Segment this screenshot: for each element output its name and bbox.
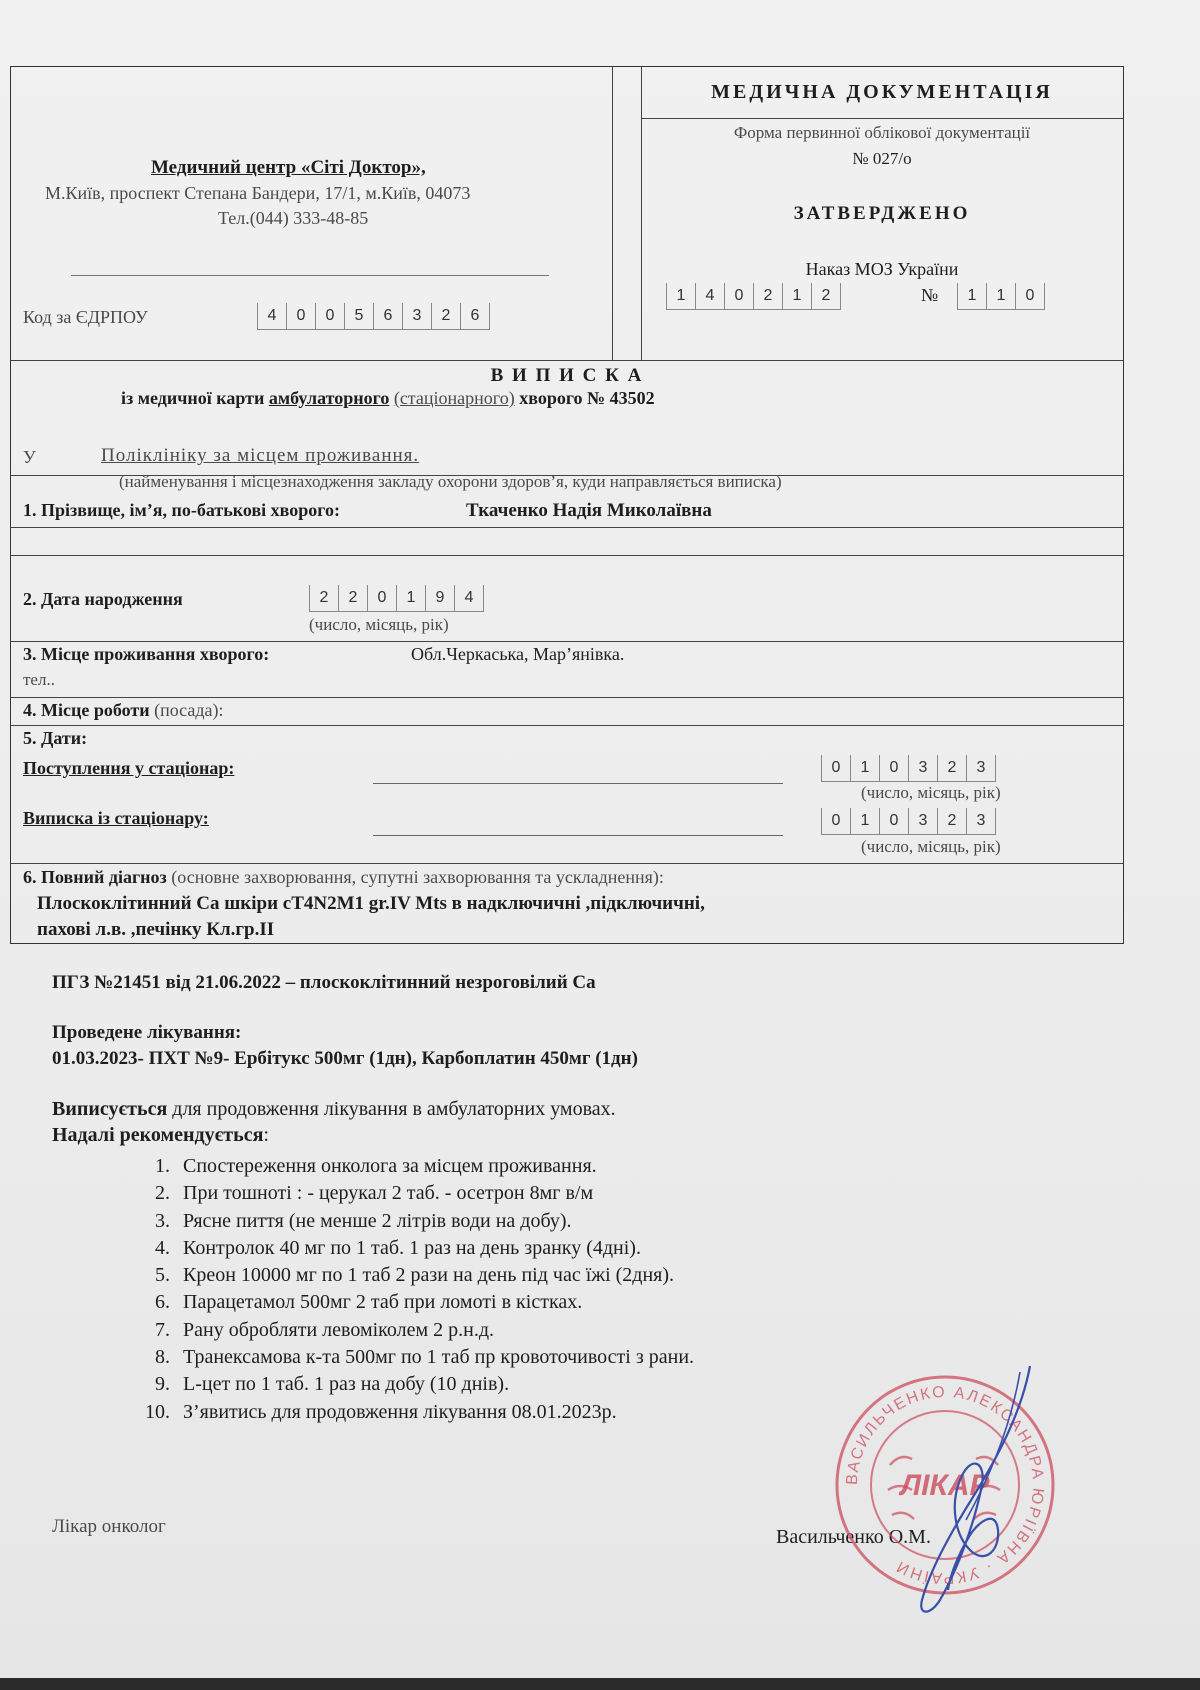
treatment-value: 01.03.2023- ПХТ №9- Ербітукс 500мг (1дн), Карбоплатин 450мг (1дн) [52, 1048, 638, 1069]
digit-cell: 6 [460, 303, 489, 329]
approved-label: ЗАТВЕРДЖЕНО [793, 203, 971, 224]
histology-line: ПГЗ №21451 від 21.06.2022 – плоскоклітинний незроговілий Са [52, 972, 596, 993]
recommendation-item [125, 1262, 694, 1289]
recommendation-number: 4. [155, 1236, 170, 1259]
recommendations-heading [52, 1124, 269, 1147]
digit-cell: 3 [908, 755, 937, 781]
digit-cell: 2 [811, 283, 840, 309]
admission-line [373, 783, 783, 784]
recommendations-list [125, 1153, 694, 1426]
med-doc-title: МЕДИЧНА ДОКУМЕНТАЦІЯ [711, 81, 1053, 103]
order-number [957, 283, 1045, 310]
recommendation-text: L-цет по 1 таб. 1 раз на добу (10 днів). [183, 1373, 510, 1396]
form-line: Форма первинної облікової документації [733, 123, 1031, 142]
phone-label: тел.. [23, 670, 55, 689]
recommendations-heading-colon: : [263, 1124, 269, 1146]
digit-cell: 0 [315, 303, 344, 329]
recommendation-text: Креон 10000 мг по 1 таб 2 рази на день під час їжі (2дня). [183, 1264, 675, 1287]
subtitle-ambulatory: амбулаторного [268, 388, 390, 408]
recommendation-number: 9. [155, 1373, 170, 1396]
svg-text:ВАСИЛЬЧЕНКО АЛЕКСАНДРА ЮРІЇВНА: ВАСИЛЬЧЕНКО АЛЕКСАНДРА ЮРІЇВНА · УКРАЇНИ [843, 1383, 1047, 1587]
digit-cell: 2 [431, 303, 460, 329]
digit-cell: 1 [967, 287, 977, 304]
recommendation-text: Транексамова к-та 500мг по 1 таб пр кровоточивості з рани. [183, 1346, 695, 1369]
recommendations-heading-bold: Надалі рекомендується [52, 1124, 264, 1146]
treatment-label: Проведене лікування: [52, 1022, 242, 1043]
row-line [11, 697, 1123, 698]
dob-hint: (число, місяць, рік) [309, 615, 449, 634]
digit-cell: 0 [879, 755, 908, 781]
subtitle-stationary: (стаціонарного) [393, 388, 515, 408]
dob-label: 2. Дата народження [23, 589, 183, 609]
row-line [11, 360, 1123, 361]
form-number: № 027/о [852, 149, 912, 168]
org-address: М.Київ, проспект Степана Бандери, 17/1, м.Київ, 04073 [45, 183, 471, 203]
digit-cell: 5 [344, 303, 373, 329]
diagnosis-label [23, 867, 664, 888]
recommendation-item [125, 1399, 694, 1426]
digit-cell: 4 [695, 283, 724, 309]
recommendation-number: 1. [155, 1155, 170, 1177]
bottom-shadow [0, 1678, 1200, 1690]
header-right-rule [641, 118, 1123, 119]
work-label [23, 700, 224, 721]
order-label: Наказ МОЗ України [805, 259, 959, 279]
digit-cell: 2 [338, 585, 367, 611]
recommendation-text: При тошноті : - церукал 2 таб. - осетрон 8мг в/м [183, 1182, 594, 1205]
digit-cell: 0 [879, 808, 908, 834]
digit-cell: 4 [454, 585, 483, 611]
recipient-value: Поліклініку за місцем проживання. [101, 445, 420, 466]
admission-hint: (число, місяць, рік) [861, 783, 1001, 802]
recommendation-text: Контролок 40 мг по 1 таб. 1 раз на день зранку (4дні). [183, 1236, 641, 1259]
digit-cell: 3 [966, 808, 995, 834]
document-title: В И П И С К А [490, 365, 644, 386]
admission-label: Поступлення у стаціонар: [23, 758, 235, 778]
header-left-underline [71, 275, 549, 276]
discharge-statement-bold: Виписується [52, 1098, 168, 1120]
row-line [11, 725, 1123, 726]
order-date [666, 283, 841, 310]
discharge-statement-rest: для продовження лікування в амбулаторних умовах. [172, 1098, 616, 1120]
recommendation-text: З’явитись для продовження лікування 08.01.2023р. [183, 1400, 617, 1423]
digit-cell: 0 [1015, 283, 1044, 309]
digit-cell: 0 [286, 303, 315, 329]
recommendation-text: Рясне пиття (не менше 2 літрів води на добу). [183, 1209, 572, 1232]
discharge-line [373, 835, 783, 836]
recommendation-item [125, 1153, 694, 1180]
row-line [11, 555, 1123, 556]
row-line [11, 641, 1123, 642]
recommendation-item [125, 1317, 694, 1344]
digit-cell: 2 [753, 283, 782, 309]
address-value: Обл.Черкаська, Мар’янівка. [411, 644, 625, 664]
form-frame [10, 66, 1124, 944]
order-no-sign: № [921, 285, 939, 305]
header-divider-1 [612, 67, 613, 360]
doctor-name: Васильченко О.М. [776, 1526, 931, 1548]
recommendation-text: Парацетамол 500мг 2 таб при ломоті в кістках. [183, 1291, 583, 1314]
diagnosis-label-rest: (основне захворювання, супутні захворювання та ускладнення): [171, 867, 664, 887]
digit-cell: 0 [831, 812, 841, 829]
recommendation-number: 7. [155, 1318, 170, 1341]
org-phone: Тел.(044) 333-48-85 [218, 208, 369, 228]
digit-cell: 2 [937, 755, 966, 781]
document-subtitle [121, 388, 655, 409]
recommendation-item [125, 1371, 694, 1398]
row-line [11, 863, 1123, 864]
edrpou-code [257, 303, 490, 330]
patient-name-value: Ткаченко Надія Миколаївна [466, 500, 712, 521]
digit-cell: 3 [402, 303, 431, 329]
recommendation-text: Рану обробляти левоміколем 2 р.н.д. [183, 1318, 495, 1341]
admission-digits [821, 755, 996, 782]
recipient-hint: (найменування і місцезнаходження закладу охорони здоров’я, куди направляється виписка) [119, 472, 782, 491]
digit-cell: 1 [396, 585, 425, 611]
subtitle-prefix: із медичної карти [121, 388, 265, 408]
digit-cell: 9 [425, 585, 454, 611]
diagnosis-line-1: Плоскоклітинний Са шкіри cT4N2M1 gr.IV Mts в надключичні ,підключичні, [37, 893, 705, 914]
address-label: 3. Місце проживання хворого: [23, 644, 270, 664]
work-label-rest: (посада): [154, 700, 224, 720]
recommendation-number: 2. [155, 1182, 170, 1205]
diagnosis-line-2: пахові л.в. ,печінку Кл.гр.ІІ [37, 919, 275, 940]
row-line [11, 527, 1123, 528]
recommendation-number: 8. [155, 1346, 170, 1369]
recommendation-number: 3. [155, 1209, 170, 1232]
recommendation-number: 10. [145, 1400, 170, 1423]
digit-cell: 3 [966, 755, 995, 781]
svg-text:ЛІКАР: ЛІКАР [900, 1469, 990, 1502]
digit-cell: 4 [267, 307, 277, 324]
digit-cell: 3 [908, 808, 937, 834]
diagnosis-label-bold: 6. Повний діагноз [23, 867, 167, 887]
work-label-bold: 4. Місце роботи [23, 700, 150, 720]
recommendation-item [125, 1235, 694, 1262]
signature-icon [870, 1360, 1060, 1620]
digit-cell: 0 [724, 283, 753, 309]
recommendation-text: Спостереження онколога за місцем проживання. [183, 1155, 597, 1177]
doctor-role: Лікар онколог [52, 1516, 166, 1537]
digit-cell: 1 [986, 283, 1015, 309]
patient-name-label: 1. Прізвище, ім’я, по-батькові хворого: [23, 500, 341, 520]
recommendation-number: 6. [155, 1291, 170, 1314]
discharge-label: Виписка із стаціонару: [23, 808, 209, 828]
digit-cell: 1 [850, 808, 879, 834]
edrpou-label: Код за ЄДРПОУ [23, 307, 148, 327]
digit-cell: 1 [782, 283, 811, 309]
digit-cell: 2 [937, 808, 966, 834]
discharge-statement [52, 1098, 616, 1121]
recommendation-item [125, 1289, 694, 1316]
recommendation-number: 5. [155, 1264, 170, 1287]
digit-cell: 0 [831, 759, 841, 776]
digit-cell: 6 [373, 303, 402, 329]
recommendation-item [125, 1180, 694, 1207]
discharge-hint: (число, місяць, рік) [861, 837, 1001, 856]
discharge-digits [821, 808, 996, 835]
dates-label: 5. Дати: [23, 728, 88, 748]
dob-digits [309, 585, 484, 612]
digit-cell: 2 [319, 589, 329, 606]
digit-cell: 1 [676, 287, 686, 304]
recommendation-item [125, 1208, 694, 1235]
recipient-prefix: У [23, 447, 36, 467]
recommendation-item [125, 1344, 694, 1371]
org-name: Медичний центр «Сіті Доктор», [151, 157, 426, 178]
subtitle-suffix: хворого № 43502 [519, 388, 655, 408]
digit-cell: 1 [850, 755, 879, 781]
digit-cell: 0 [367, 585, 396, 611]
